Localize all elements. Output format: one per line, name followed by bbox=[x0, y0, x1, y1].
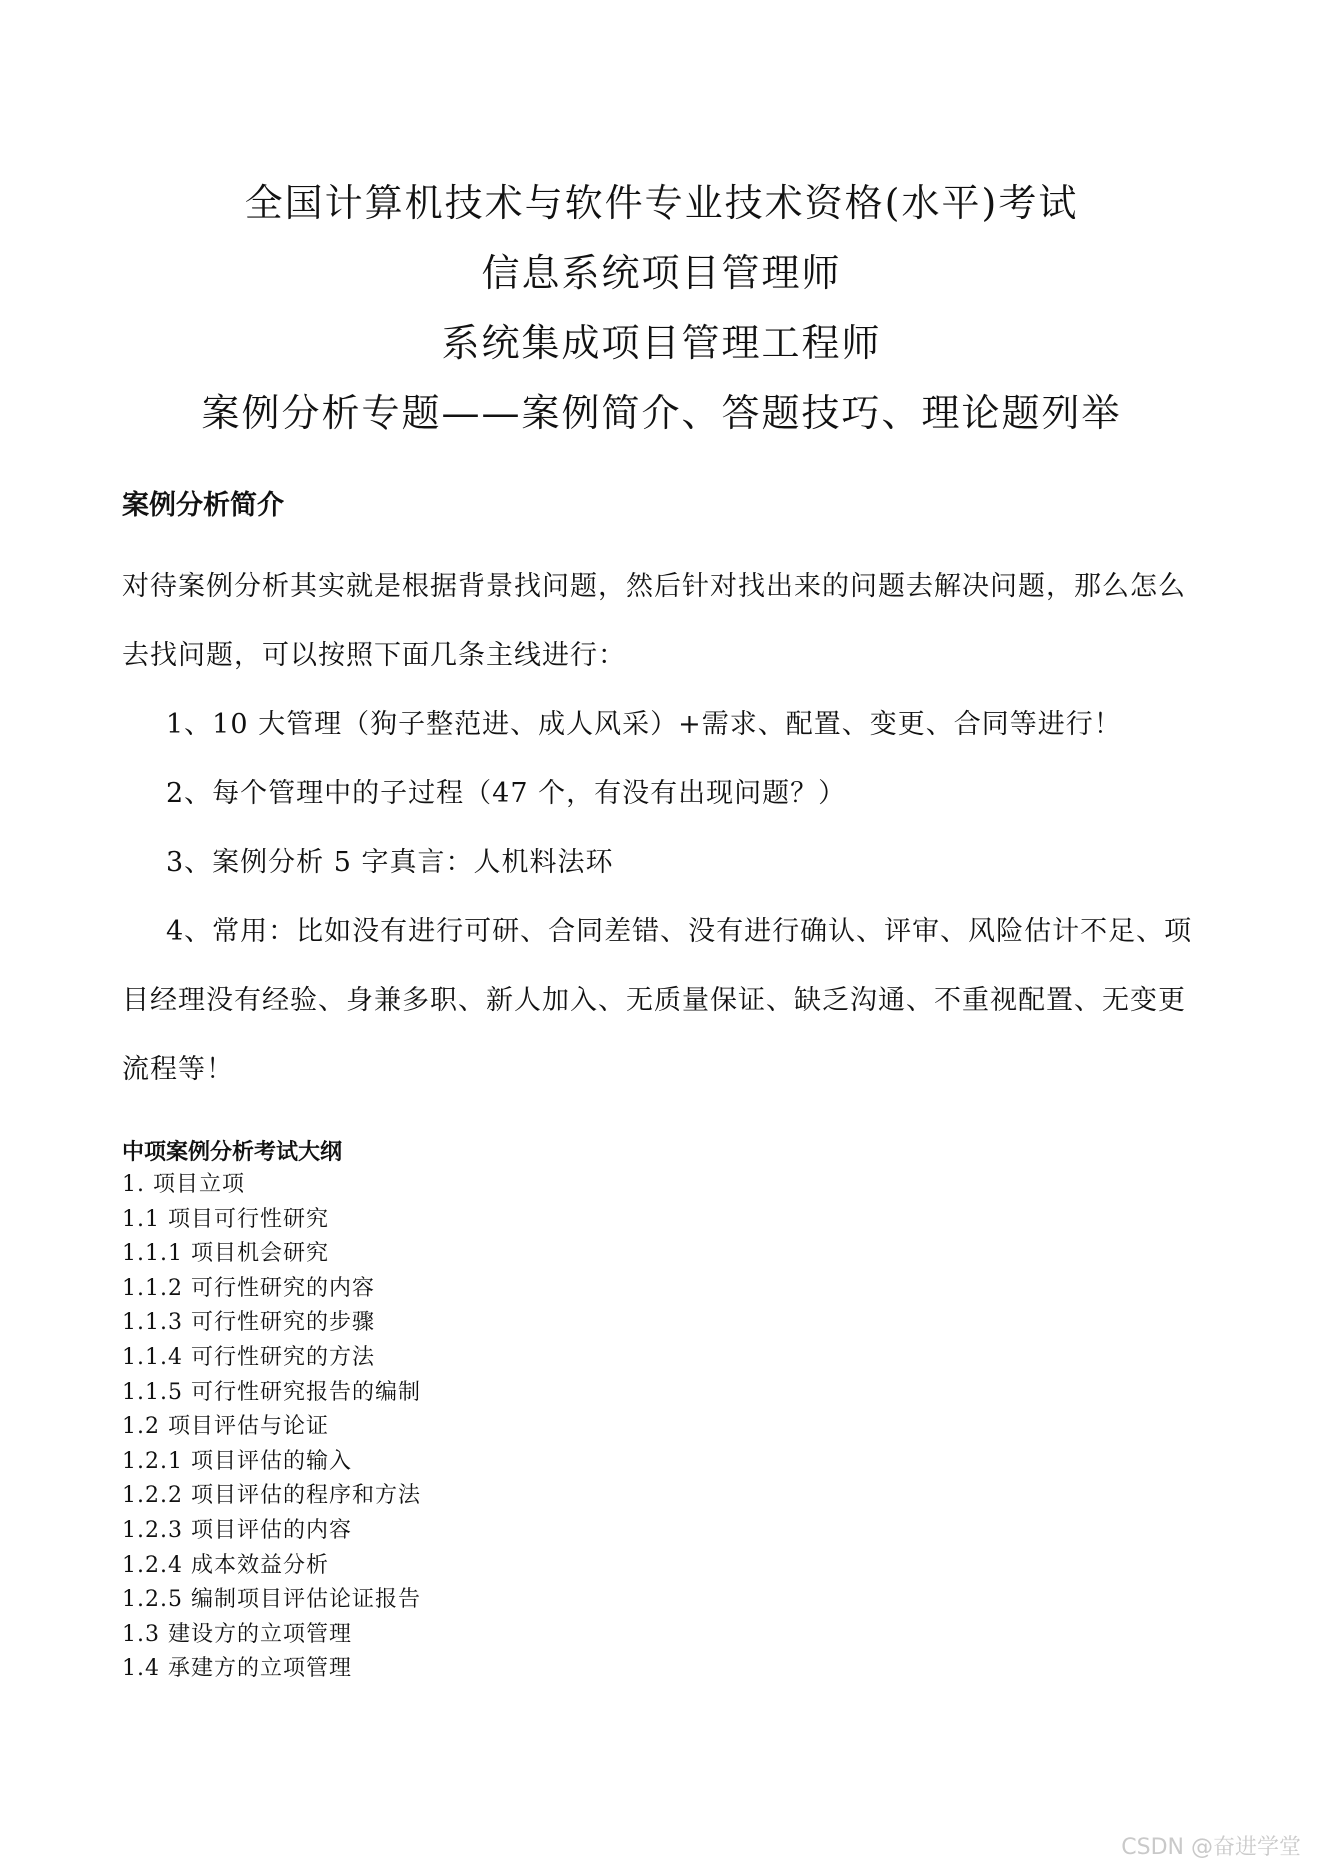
outline-item: 1.3 建设方的立项管理 bbox=[122, 1621, 352, 1647]
outline-item: 1.1 项目可行性研究 bbox=[122, 1206, 329, 1232]
outline-item: 1.2 项目评估与论证 bbox=[122, 1414, 329, 1440]
intro-heading: 案例分析简介 bbox=[122, 490, 284, 521]
outline-item: 1.1.3 可行性研究的步骤 bbox=[122, 1310, 375, 1336]
subtitle-intermediate: 系统集成项目管理工程师 bbox=[441, 321, 882, 365]
outline-list bbox=[122, 1168, 421, 1687]
watermark: CSDN @奋进学堂 bbox=[1121, 1835, 1301, 1860]
exam-title: 全国计算机技术与软件专业技术资格(水平)考试 bbox=[244, 181, 1079, 225]
main-points bbox=[122, 690, 1212, 1104]
point-item: 2、每个管理中的子过程（47 个，有没有出现问题？） bbox=[166, 778, 847, 809]
point-item: 1、10 大管理（狗子整范进、成人风采）+需求、配置、变更、合同等进行！ bbox=[166, 709, 1122, 740]
outline-item: 1.2.4 成本效益分析 bbox=[122, 1552, 329, 1578]
point-item: 4、常用：比如没有进行可研、合同差错、没有进行确认、评审、风险估计不足、项目经理没有经验、身兼多职、新人加入、无质量保证、缺乏沟通、不重视配置、无变更流程等！ bbox=[122, 916, 1193, 1085]
outline-item: 1. 项目立项 bbox=[122, 1172, 245, 1197]
outline-item: 1.1.5 可行性研究报告的编制 bbox=[122, 1379, 421, 1405]
point-item: 3、案例分析 5 字真言：人机料法环 bbox=[166, 847, 614, 878]
outline-heading: 中项案例分析考试大纲 bbox=[122, 1139, 343, 1165]
outline-item: 1.2.1 项目评估的输入 bbox=[122, 1448, 352, 1474]
outline-item: 1.2.2 项目评估的程序和方法 bbox=[122, 1483, 421, 1509]
topic-title: 案例分析专题——案例简介、答题技巧、理论题列举 bbox=[201, 391, 1122, 435]
subtitle-senior: 信息系统项目管理师 bbox=[481, 251, 842, 295]
intro-paragraph: 对待案例分析其实就是根据背景找问题，然后针对找出来的问题去解决问题，那么怎么去找问题，可以按照下面几条主线进行： bbox=[122, 571, 1186, 671]
outline-item: 1.4 承建方的立项管理 bbox=[122, 1656, 352, 1682]
outline-item: 1.2.5 编制项目评估论证报告 bbox=[122, 1587, 421, 1613]
outline-item: 1.1.2 可行性研究的内容 bbox=[122, 1275, 375, 1301]
outline-item: 1.1.1 项目机会研究 bbox=[122, 1241, 329, 1267]
outline-item: 1.1.4 可行性研究的方法 bbox=[122, 1344, 375, 1370]
title-block bbox=[0, 168, 1323, 448]
outline-item: 1.2.3 项目评估的内容 bbox=[122, 1517, 352, 1543]
